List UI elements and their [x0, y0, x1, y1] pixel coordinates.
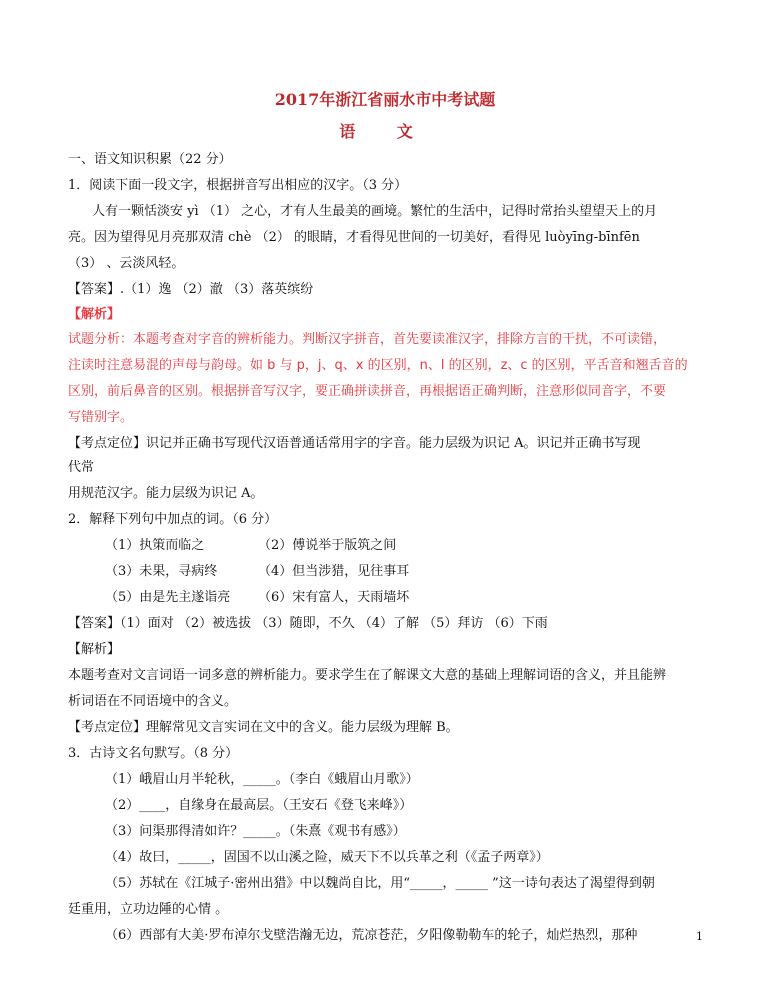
q2-item-4: （4）但当涉猎，见往事耳 [258, 564, 410, 579]
q3-item-5-cont: 廷重用，立功边陲的心情 。 [68, 902, 229, 917]
q2-item-2: （2）傅说举于版筑之间 [258, 538, 397, 553]
q1-passage-line-1: 人有一颗恬淡安 yì （1） 之心，才有人生最美的画境。繁忙的生活中，记得时常抬头望望天上的月 [92, 204, 658, 219]
q1-analysis-line-4: 写错别字。 [68, 410, 134, 425]
section-heading: 一、语文知识积累（22 分） [68, 152, 232, 167]
q2-analysis-line-1: 本题考查对文言词语一词多意的辨析能力。要求学生在了解课文大意的基础上理解词语的含义，并且能辨 [68, 668, 667, 683]
q1-passage-line-3: （3） 、云淡风轻。 [68, 256, 185, 271]
q2-answer: 【答案】（1）面对 （2）被选拔 （3）随即，不久 （4）了解 （5）拜访 （6）下雨 [68, 616, 548, 631]
q1-answer: 【答案】.（1）逸 （2）澈 （3）落英缤纷 [68, 282, 314, 297]
q1-kaodian-line-2: 代常 [68, 460, 95, 475]
q3-item-2: （2）____，自缘身在最高层。（王安石《登飞来峰》） [105, 798, 413, 813]
q1-passage-line-2: 亮。因为望得见月亮那双清 chè （2） 的眼睛，才看得见世间的一切美好，看得见 luòyīng-bīnfēn [68, 230, 640, 245]
q1-analysis-heading: 【解析】 [68, 307, 121, 322]
question-1: 1．阅读下面一段文字，根据拼音写出相应的汉字。（3 分） [68, 178, 408, 193]
q2-analysis-heading: 【解析】 [68, 642, 121, 657]
q3-item-3: （3）问渠那得清如许？_____。（朱熹《观书有感》） [105, 824, 406, 839]
q3-item-4: （4）故曰，_____，固国不以山溪之险，威天下不以兵革之利（《孟子两章》） [105, 850, 549, 865]
q2-item-5: （5）由是先主遂诣亮 [105, 590, 231, 605]
q1-kaodian-line-1: 【考点定位】识记并正确书写现代汉语普通话常用字的字音。能力层级为识记 A。识记并正确书写现 [68, 436, 641, 451]
q1-kaodian-line-3: 用规范汉字。能力层级为识记 A。 [68, 486, 264, 501]
q2-kaodian: 【考点定位】理解常见文言实词在文中的含义。能力层级为理解 B。 [68, 720, 459, 735]
q1-analysis-line-2: 注读时注意易混的声母与韵母。如 b 与 p，j、q、x 的区别，n、l 的区别，z、c 的区别，平舌音和翘舌音的 [68, 358, 688, 373]
q2-item-6: （6）宋有富人，天雨墙坏 [258, 590, 410, 605]
q3-item-5: （5）苏轼在《江城子·密州出猎》中以魏尚自比，用“_____，_____ ”这一诗句表达了渴望得到朝 [105, 876, 655, 891]
page-number: 1 [696, 930, 703, 943]
q3-item-1: （1）峨眉山月半轮秋，_____。（李白《蛾眉山月歌》） [105, 772, 419, 787]
q2-item-1: （1）执策而临之 [105, 538, 205, 553]
q2-item-3: （3）未果，寻病终 [105, 564, 218, 579]
q2-analysis-line-2: 析词语在不同语境中的含义。 [68, 694, 238, 709]
q1-analysis-line-1: 试题分析：本题考查对字音的辨析能力。判断汉字拼音，首先要读准汉字，排除方言的干扰，不可读错， [68, 332, 667, 347]
question-3: 3．古诗文名句默写。（8 分） [68, 746, 239, 761]
q3-item-6: （6）西部有大美·罗布淖尔戈壁浩瀚无边，荒凉苍茫，夕阳像勒勒车的轮子，灿烂热烈，那种 [105, 928, 638, 943]
exam-title: 2017年浙江省丽水市中考试题 [274, 90, 496, 109]
subject-title: 语 文 [339, 122, 431, 141]
q1-analysis-line-3: 区别，前后鼻音的区别。根据拼音写汉字，要正确拼读拼音，再根据语正确判断，注意形似同音字，不要 [68, 384, 667, 399]
question-2: 2．解释下列句中加点的词。（6 分） [68, 512, 278, 527]
